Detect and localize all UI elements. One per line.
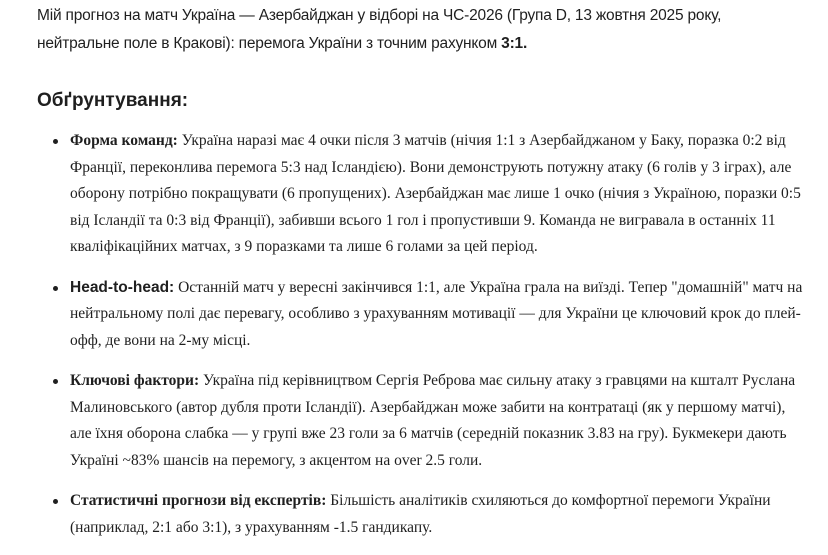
response-content xyxy=(37,2,807,555)
item-label: Ключові фактори: xyxy=(70,372,200,389)
bullet-icon xyxy=(53,499,58,504)
bullet-icon xyxy=(53,286,58,291)
item-text: Більшість аналітиків схиляються до комфортної перемоги України (наприклад, 2:1 або 3:1), з урахуванням -1.5 гандикапу. xyxy=(70,492,771,536)
predicted-score: 3:1 xyxy=(501,35,523,52)
reasons-list xyxy=(37,128,807,541)
list-item-expert-predictions xyxy=(70,488,807,541)
section-heading: Обґрунтування: xyxy=(37,90,189,111)
item-text: Україна наразі має 4 очки після 3 матчів (нічия 1:1 з Азербайджаном у Баку, поразка 0:2 від Франції, переконлива перемога 5:3 над Ісландією). Вони демонструють потужну атаку (6 голів у 3 іграх), але оборону потрібно покращувати (6 пропущених). Азербайджан має лише 1 очко (нічия з Україною, поразки 0:5 від Ісландії та 0:3 від Франції), забивши всього 1 гол і пропустивши 9. Команда не вигравала в останніх 11 кваліфікаційних матчах, з 9 поразками та лише 6 голами за цей період. xyxy=(70,132,801,255)
bullet-icon xyxy=(53,379,58,384)
item-label: Форма команд: xyxy=(70,132,178,149)
list-item-key-factors xyxy=(70,368,807,474)
intro-end: . xyxy=(522,35,528,52)
item-text: Останній матч у вересні закінчився 1:1, але Україна грала на виїзді. Тепер "домашній" матч на нейтральному полі дає перевагу, особливо з урахуванням мотивації — для України це ключовий крок до плей-офф, де вони на 2-му місці. xyxy=(70,278,803,349)
bullet-icon xyxy=(53,139,58,144)
list-item-head-to-head xyxy=(70,275,807,355)
item-label: Статистичні прогнози від експертів: xyxy=(70,492,327,509)
intro-text: Мій прогноз на матч Україна — Азербайджан у відборі на ЧС-2026 (Група D, 13 жовтня 2025 року, нейтральне поле в Кракові): перемога України з точним рахунком xyxy=(37,7,722,52)
intro-paragraph xyxy=(37,2,807,58)
list-item-team-form xyxy=(70,128,807,261)
item-text: Україна під керівництвом Сергія Реброва має сильну атаку з гравцями на кшталт Руслана Малиновського (автор дубля проти Ісландії). Азербайджан може забити на контратаці (як у першому матчі), але їхня оборона слабка — у групі вже 23 голи за 6 матчів (середній показник 3.83 на гру). Букмекери дають Україні ~83% шансів на перемогу, з акцентом на over 2.5 голи. xyxy=(70,372,796,469)
item-label: Head-to-head: xyxy=(70,278,175,296)
